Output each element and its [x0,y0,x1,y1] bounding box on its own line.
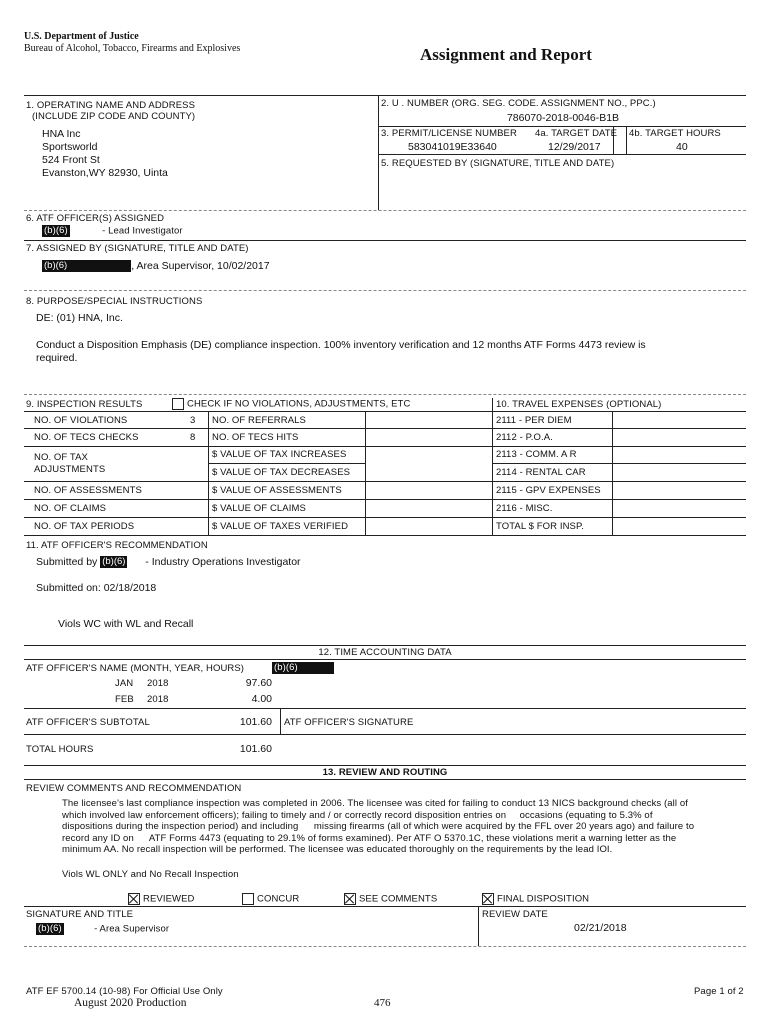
officer-signature-label: ATF OFFICER'S SIGNATURE [284,717,414,728]
review-date-value: 02/21/2018 [574,922,627,934]
redaction-block: (b)(6) [38,923,62,934]
submitted-by-title: - Industry Operations Investigator [145,556,301,568]
address-line: 524 Front St [42,154,100,166]
assigned-by-value [42,260,270,272]
officer-name-value [272,662,334,674]
tecs-hits-label: NO. OF TECS HITS [212,432,299,443]
tax-decreases-label: $ VALUE OF TAX DECREASES [212,467,351,478]
review-line: dispositions during the inspection period) and including missing firearms (all of which were acquired by the FFL over 20 years ago) and failure to [62,821,695,833]
us-number-value: 786070-2018-0046-B1B [506,112,620,124]
operating-name-label: 1. OPERATING NAME AND ADDRESS [26,100,196,111]
travel-row: 2111 - PER DIEM [496,415,572,426]
target-hours-value: 40 [676,141,688,153]
time-accounting-title: 12. TIME ACCOUNTING DATA [318,647,452,658]
submitted-by-line [36,556,301,568]
see-comments-checkbox[interactable] [344,893,437,905]
reviewer-title: - Area Supervisor [94,923,170,935]
target-hours-label: 4b. TARGET HOURS [629,128,721,139]
department-name: U.S. Department of Justice [24,31,139,42]
review-comments-text [62,798,742,856]
purpose-line-3: required. [36,352,78,364]
operating-name-sublabel: (INCLUDE ZIP CODE AND COUNTY) [32,111,196,122]
taxes-verified-label: $ VALUE OF TAXES VERIFIED [212,521,349,532]
us-number-label: 2. U . NUMBER (ORG. SEG. CODE. ASSIGNMENT NO., PPC.) [381,98,656,109]
assigned-by-label: 7. ASSIGNED BY (SIGNATURE, TITLE AND DATE) [26,243,249,254]
time-entry-year: 2018 [147,678,169,689]
tecs-checks-count: 8 [190,432,196,443]
review-line: The licensee's last compliance inspection was completed in 2006. The licensee was cited for failing to conduct 13 NICS background checks (all of [62,798,688,809]
checkbox[interactable] [172,398,184,410]
checkbox[interactable] [242,893,254,905]
checkbox-label: FINAL DISPOSITION [497,893,590,905]
redaction-block: (b)(6) [102,556,126,568]
page-number: 476 [374,997,391,1009]
concur-checkbox[interactable] [242,893,299,905]
requested-by-label: 5. REQUESTED BY (SIGNATURE, TITLE AND DATE) [381,158,615,169]
officer-name-label: ATF OFFICER'S NAME (MONTH, YEAR, HOURS) [26,663,245,674]
review-line: record any ID on ATF Forms 4473 (equating to 29.1% of forms examined). Per ATF O 5370.1C, these violations merit a warning letter as the [62,832,677,844]
redaction-block: (b)(6) [44,225,68,236]
inspection-results-label: 9. INSPECTION RESULTS [26,399,143,410]
final-disposition-checkbox[interactable] [482,893,589,905]
no-violations-checkbox[interactable] [172,398,410,410]
travel-row: TOTAL $ FOR INSP. [496,521,584,532]
address-line: Sportsworld [42,141,98,153]
officer-role: - Lead Investigator [102,225,183,237]
license-number-value: 583041019E33640 [408,141,497,153]
tax-periods-label: NO. OF TAX PERIODS [34,521,135,532]
officer-subtotal-value: 101.60 [239,716,272,728]
bureau-name: Bureau of Alcohol, Tobacco, Firearms and Explosives [24,43,241,54]
claims-label: NO. OF CLAIMS [34,503,107,514]
production-label: August 2020 Production [74,997,187,1009]
time-entry-month: JAN [115,678,134,689]
page-indicator: Page 1 of 2 [694,986,744,997]
form-title: Assignment and Report [420,45,592,64]
recommendation-label: 11. ATF OFFICER'S RECOMMENDATION [26,540,208,551]
violations-label: NO. OF VIOLATIONS [34,415,128,426]
operating-address [42,128,168,180]
referrals-label: NO. OF REFERRALS [212,415,306,426]
reviewer-signature [36,923,169,935]
violations-count: 3 [190,415,196,426]
redaction-block: (b)(6) [42,260,131,272]
total-hours-value: 101.60 [239,743,272,755]
tax-adjustments-label: NO. OF TAX ADJUSTMENTS [34,452,106,475]
submitted-on: Submitted on: 02/18/2018 [36,582,157,594]
target-date-label: 4a. TARGET DATE [535,128,618,139]
value-assessments-label: $ VALUE OF ASSESSMENTS [212,485,342,496]
travel-expenses-label: 10. TRAVEL EXPENSES (OPTIONAL) [496,399,662,410]
review-routing-title: 13. REVIEW AND ROUTING [322,767,448,778]
form-number: ATF EF 5700.14 (10-98) For Official Use Only [26,986,223,997]
purpose-line-2: Conduct a Disposition Emphasis (DE) compliance inspection. 100% inventory verification and 12 months ATF Forms 4473 review is [36,339,646,351]
review-note: Viols WL ONLY and No Recall Inspection [62,869,239,880]
tax-increases-label: $ VALUE OF TAX INCREASES [212,449,347,460]
recommendation-note: Viols WC with WL and Recall [58,618,194,630]
total-hours-label: TOTAL HOURS [26,744,94,755]
travel-row: 2112 - P.O.A. [496,432,553,443]
checkbox-checked[interactable] [128,893,140,905]
officers-assigned-label: 6. ATF OFFICER(S) ASSIGNED [26,213,165,224]
officers-assigned-value [42,225,183,237]
signature-title-label: SIGNATURE AND TITLE [26,909,134,920]
assigned-by-title: , Area Supervisor, 10/02/2017 [131,260,270,272]
travel-row: 2115 - GPV EXPENSES [496,485,601,496]
purpose-line-1: DE: (01) HNA, Inc. [36,312,123,324]
review-line: which involved law enforcement officers); failing to timely and / or correctly record disposition entries on occasions (equating to 5.3% of [62,809,653,821]
reviewed-checkbox[interactable] [128,893,194,905]
license-number-label: 3. PERMIT/LICENSE NUMBER [381,128,517,139]
address-line: Evanston,WY 82930, Uinta [42,167,168,179]
redaction-block: (b)(6) [272,662,334,674]
review-date-label: REVIEW DATE [482,909,548,920]
time-entry-hours: 97.60 [245,677,272,689]
travel-row: 2114 - RENTAL CAR [496,467,586,478]
officer-subtotal-label: ATF OFFICER'S SUBTOTAL [26,717,150,728]
checkbox-label: SEE COMMENTS [359,893,438,905]
checkbox-checked[interactable] [482,893,494,905]
review-comments-label: REVIEW COMMENTS AND RECOMMENDATION [26,783,242,794]
value-claims-label: $ VALUE OF CLAIMS [212,503,306,514]
assessments-label: NO. OF ASSESSMENTS [34,485,142,496]
submitted-by-text: Submitted by [36,556,98,568]
target-date-value: 12/29/2017 [548,141,601,153]
time-entry-year: 2018 [147,694,169,705]
purpose-label: 8. PURPOSE/SPECIAL INSTRUCTIONS [26,296,203,307]
time-entry-month: FEB [115,694,134,705]
travel-row: 2113 - COMM. A R [496,449,577,460]
time-entry-hours: 4.00 [251,693,272,705]
review-line: minimum AA. No recall inspection will be performed. The licensee was educated thoroughly on the requirements by the lead IOI. [62,844,613,856]
tecs-checks-label: NO. OF TECS CHECKS [34,432,139,443]
travel-row: 2116 - MISC. [496,503,553,514]
checkbox-label: REVIEWED [143,893,195,905]
checkbox-label: CONCUR [257,893,300,905]
checkbox-label: CHECK IF NO VIOLATIONS, ADJUSTMENTS, ETC [187,398,411,410]
address-line: HNA Inc [42,128,81,140]
checkbox-checked[interactable] [344,893,356,905]
